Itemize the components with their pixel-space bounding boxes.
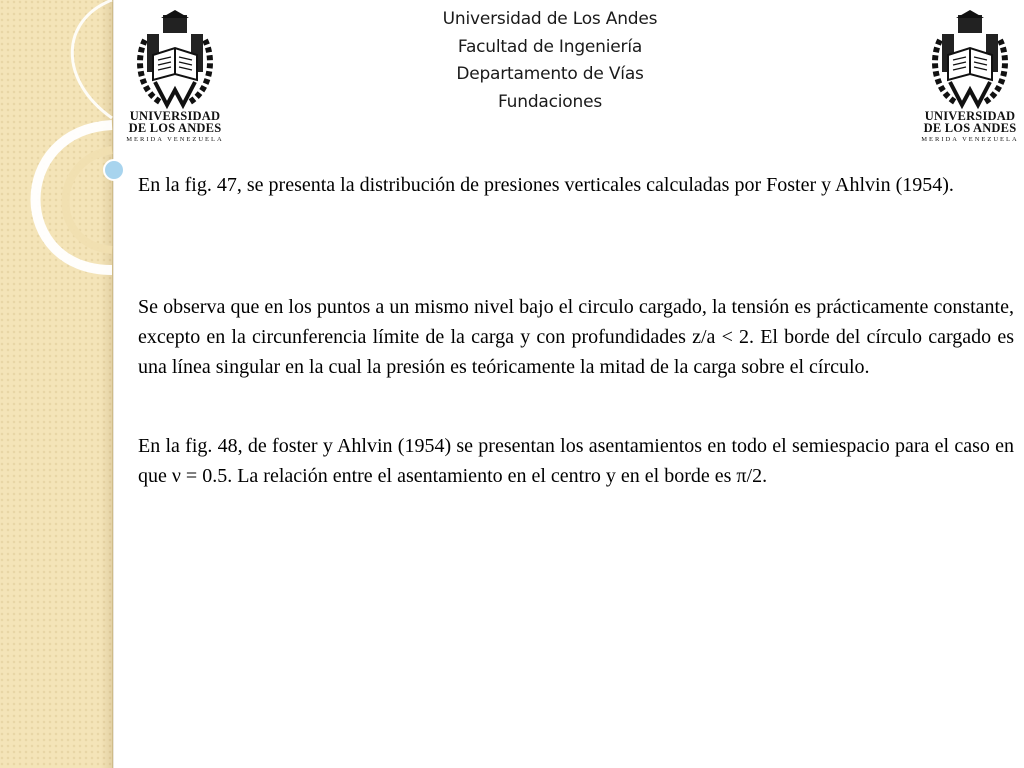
slide-header [340,6,760,116]
logo-wordmark-line2: DE LOS ANDES [128,121,222,135]
header-university: Universidad de Los Andes [442,9,658,29]
decorative-dot [104,160,124,180]
header-course: Fundaciones [498,91,602,112]
logo-wordmark-line1: UNIVERSIDAD [129,109,221,123]
logo-tagline: MERIDA VENEZUELA [921,136,1019,143]
logo-wordmark-line2: DE LOS ANDES [923,121,1017,135]
crest-icon [125,10,225,110]
logo-tagline: MERIDA VENEZUELA [126,136,224,143]
crest-icon [920,10,1020,110]
logo-wordmark-line1: UNIVERSIDAD [924,109,1016,123]
header-faculty: Facultad de Ingeniería [457,36,643,57]
paragraph-settlement-fig48: En la fig. 48, de foster y Ahlvin (1954) se presentan los asentamientos en todo el semiespacio para el caso en que ν = 0.5. La relación entre el asentamiento en el centro y en el borde es π/2. [138,435,1014,487]
header-department: Departamento de Vías [456,64,644,84]
university-logo-left [125,10,225,160]
decorative-arc-top [72,0,112,118]
paragraph-foster-ahlvin-fig47: En la fig. 47, se presenta la distribución de presiones verticales calculadas por Foster y Ahlvin (1954). [138,174,954,196]
paragraph-pressure-observation: Se observa que en los puntos a un mismo nivel bajo el circulo cargado, la tensión es prácticamente constante, excepto en la circunferencia límite de la carga y con profundidades z/a < 2. El borde del círculo cargado es una línea singular en la cual la presión es teóricamente la mitad de la carga sobre el círculo. [138,296,1014,378]
university-logo-right [920,10,1020,160]
